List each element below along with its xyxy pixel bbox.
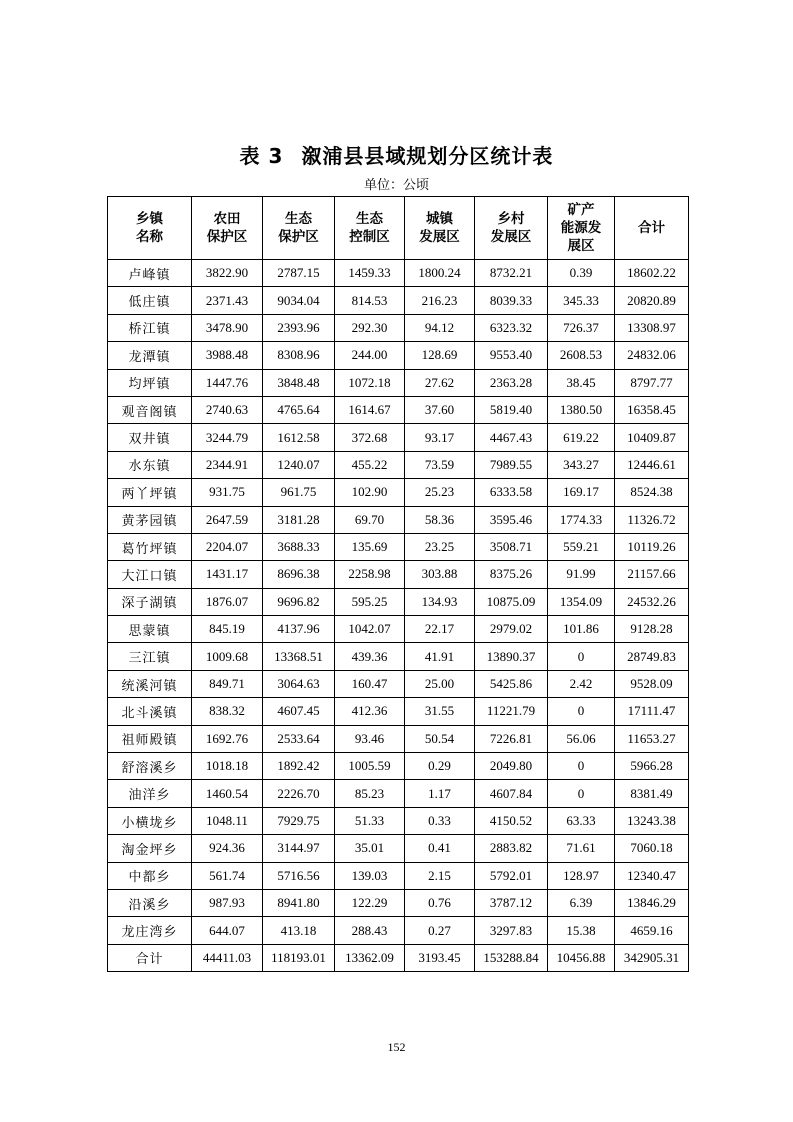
- area-value-cell: 1614.67: [335, 396, 405, 423]
- area-value-cell: 3244.79: [192, 424, 263, 451]
- area-value-cell: 24532.26: [615, 588, 689, 615]
- township-name-cell: 统溪河镇: [108, 670, 192, 697]
- area-value-cell: 17111.47: [615, 698, 689, 725]
- area-value-cell: 1048.11: [192, 807, 263, 834]
- table-row: [108, 780, 689, 807]
- column-header-line: 矿产: [567, 202, 595, 218]
- area-value-cell: 6333.58: [475, 479, 548, 506]
- table-row: [108, 260, 689, 287]
- area-value-cell: 413.18: [263, 917, 335, 944]
- area-value-cell: 2608.53: [548, 342, 615, 369]
- area-value-cell: 122.29: [335, 889, 405, 916]
- area-value-cell: 9034.04: [263, 287, 335, 314]
- township-name-cell: 沿溪乡: [108, 889, 192, 916]
- area-value-cell: 6.39: [548, 889, 615, 916]
- table-row: [108, 287, 689, 314]
- area-value-cell: 8375.26: [475, 561, 548, 588]
- area-value-cell: 12340.47: [615, 862, 689, 889]
- township-name-cell: 双井镇: [108, 424, 192, 451]
- area-value-cell: 134.93: [405, 588, 475, 615]
- area-value-cell: 8696.38: [263, 561, 335, 588]
- table-row: [108, 835, 689, 862]
- table-title-text: 溆浦县县域规划分区统计表: [301, 144, 554, 168]
- table-row: [108, 342, 689, 369]
- area-value-cell: 0.39: [548, 260, 615, 287]
- area-value-cell: 2226.70: [263, 780, 335, 807]
- area-value-cell: 244.00: [335, 342, 405, 369]
- table-row: [108, 588, 689, 615]
- area-value-cell: 10119.26: [615, 533, 689, 560]
- area-value-cell: 11326.72: [615, 506, 689, 533]
- area-value-cell: 595.25: [335, 588, 405, 615]
- area-value-cell: 0: [548, 753, 615, 780]
- area-value-cell: 619.22: [548, 424, 615, 451]
- area-value-cell: 2979.02: [475, 616, 548, 643]
- area-value-cell: 24832.06: [615, 342, 689, 369]
- area-value-cell: 561.74: [192, 862, 263, 889]
- area-value-cell: 0.29: [405, 753, 475, 780]
- area-value-cell: 439.36: [335, 643, 405, 670]
- township-name-cell: 祖师殿镇: [108, 725, 192, 752]
- area-value-cell: 726.37: [548, 314, 615, 341]
- area-value-cell: 51.33: [335, 807, 405, 834]
- area-value-cell: 69.70: [335, 506, 405, 533]
- area-value-cell: 303.88: [405, 561, 475, 588]
- area-value-cell: 1892.42: [263, 753, 335, 780]
- area-value-cell: 644.07: [192, 917, 263, 944]
- column-header-line: 能源发: [560, 220, 602, 236]
- area-value-cell: 6323.32: [475, 314, 548, 341]
- area-value-cell: 13890.37: [475, 643, 548, 670]
- table-row: [108, 889, 689, 916]
- area-value-cell: 128.69: [405, 342, 475, 369]
- township-name-cell: 观音阁镇: [108, 396, 192, 423]
- area-value-cell: 3787.12: [475, 889, 548, 916]
- table-row: [108, 396, 689, 423]
- column-header-line: 农田: [213, 211, 241, 227]
- column-header-line: 乡村: [497, 211, 525, 227]
- area-value-cell: 7929.75: [263, 807, 335, 834]
- township-name-cell: 思蒙镇: [108, 616, 192, 643]
- area-value-cell: 85.23: [335, 780, 405, 807]
- area-value-cell: 838.32: [192, 698, 263, 725]
- area-value-cell: 3181.28: [263, 506, 335, 533]
- township-name-cell: 两丫坪镇: [108, 479, 192, 506]
- area-value-cell: 20820.89: [615, 287, 689, 314]
- area-value-cell: 5792.01: [475, 862, 548, 889]
- column-header-line: 控制区: [349, 229, 390, 245]
- area-value-cell: 1380.50: [548, 396, 615, 423]
- area-value-cell: 2883.82: [475, 835, 548, 862]
- area-value-cell: 845.19: [192, 616, 263, 643]
- table-row: [108, 424, 689, 451]
- area-value-cell: 987.93: [192, 889, 263, 916]
- area-value-cell: 1774.33: [548, 506, 615, 533]
- area-value-cell: 924.36: [192, 835, 263, 862]
- column-header-line: 名称: [136, 229, 163, 245]
- table-row: [108, 314, 689, 341]
- area-value-cell: 1800.24: [405, 260, 475, 287]
- column-header-line: 合计: [638, 220, 665, 236]
- area-value-cell: 1612.58: [263, 424, 335, 451]
- area-value-cell: 3478.90: [192, 314, 263, 341]
- area-value-cell: 9528.09: [615, 670, 689, 697]
- area-value-cell: 93.46: [335, 725, 405, 752]
- area-value-cell: 4765.64: [263, 396, 335, 423]
- area-value-cell: 139.03: [335, 862, 405, 889]
- area-value-cell: 41.91: [405, 643, 475, 670]
- area-value-cell: 9696.82: [263, 588, 335, 615]
- table-row: [108, 369, 689, 396]
- area-value-cell: 13308.97: [615, 314, 689, 341]
- area-value-cell: 2787.15: [263, 260, 335, 287]
- township-name-cell: 中都乡: [108, 862, 192, 889]
- area-value-cell: 13846.29: [615, 889, 689, 916]
- area-value-cell: 2344.91: [192, 451, 263, 478]
- area-value-cell: 1354.09: [548, 588, 615, 615]
- area-value-cell: 25.00: [405, 670, 475, 697]
- area-value-cell: 0.27: [405, 917, 475, 944]
- area-value-cell: 9128.28: [615, 616, 689, 643]
- area-value-cell: 3193.45: [405, 944, 475, 971]
- township-name-cell: 深子湖镇: [108, 588, 192, 615]
- table-number: 表 3: [239, 144, 284, 168]
- area-value-cell: 1.17: [405, 780, 475, 807]
- township-name-cell: 卢峰镇: [108, 260, 192, 287]
- area-value-cell: 0.33: [405, 807, 475, 834]
- area-value-cell: 91.99: [548, 561, 615, 588]
- area-value-cell: 3144.97: [263, 835, 335, 862]
- area-value-cell: 5819.40: [475, 396, 548, 423]
- area-value-cell: 31.55: [405, 698, 475, 725]
- area-value-cell: 9553.40: [475, 342, 548, 369]
- township-name-cell: 油洋乡: [108, 780, 192, 807]
- column-header-line: 发展区: [419, 229, 460, 245]
- area-value-cell: 3297.83: [475, 917, 548, 944]
- area-value-cell: 4467.43: [475, 424, 548, 451]
- area-value-cell: 3688.33: [263, 533, 335, 560]
- area-value-cell: 102.90: [335, 479, 405, 506]
- area-value-cell: 118193.01: [263, 944, 335, 971]
- area-value-cell: 7226.81: [475, 725, 548, 752]
- area-value-cell: 15.38: [548, 917, 615, 944]
- area-value-cell: 342905.31: [615, 944, 689, 971]
- area-value-cell: 38.45: [548, 369, 615, 396]
- table-row: [108, 643, 689, 670]
- area-value-cell: 8732.21: [475, 260, 548, 287]
- area-value-cell: 3064.63: [263, 670, 335, 697]
- column-header-line: 城镇: [426, 211, 453, 227]
- area-value-cell: 8941.80: [263, 889, 335, 916]
- area-value-cell: 5966.28: [615, 753, 689, 780]
- area-value-cell: 13243.38: [615, 807, 689, 834]
- area-value-cell: 2533.64: [263, 725, 335, 752]
- township-name-cell: 三江镇: [108, 643, 192, 670]
- area-value-cell: 3595.46: [475, 506, 548, 533]
- area-value-cell: 3848.48: [263, 369, 335, 396]
- table-row: [108, 753, 689, 780]
- area-value-cell: 1072.18: [335, 369, 405, 396]
- column-header: [108, 197, 192, 260]
- unit-label: 单位：公顷: [363, 178, 429, 193]
- area-value-cell: 2371.43: [192, 287, 263, 314]
- area-value-cell: 135.69: [335, 533, 405, 560]
- area-value-cell: 8308.96: [263, 342, 335, 369]
- area-value-cell: 0: [548, 643, 615, 670]
- area-value-cell: 2258.98: [335, 561, 405, 588]
- area-value-cell: 345.33: [548, 287, 615, 314]
- area-value-cell: 814.53: [335, 287, 405, 314]
- area-value-cell: 10875.09: [475, 588, 548, 615]
- table-row: [108, 698, 689, 725]
- area-value-cell: 412.36: [335, 698, 405, 725]
- table-row: [108, 479, 689, 506]
- area-value-cell: 3508.71: [475, 533, 548, 560]
- area-value-cell: 961.75: [263, 479, 335, 506]
- column-header: [548, 197, 615, 260]
- table-row: [108, 506, 689, 533]
- table-row: [108, 670, 689, 697]
- area-value-cell: 1692.76: [192, 725, 263, 752]
- column-header: [263, 197, 335, 260]
- township-name-cell: 黄茅园镇: [108, 506, 192, 533]
- area-value-cell: 21157.66: [615, 561, 689, 588]
- table-row: [108, 807, 689, 834]
- table-row: [108, 616, 689, 643]
- column-header: [475, 197, 548, 260]
- area-value-cell: 1240.07: [263, 451, 335, 478]
- area-value-cell: 1876.07: [192, 588, 263, 615]
- column-header-line: 乡镇: [136, 211, 163, 227]
- area-value-cell: 56.06: [548, 725, 615, 752]
- table-row: [108, 561, 689, 588]
- area-value-cell: 1431.17: [192, 561, 263, 588]
- area-value-cell: 0.76: [405, 889, 475, 916]
- table-row: [108, 451, 689, 478]
- area-value-cell: 372.68: [335, 424, 405, 451]
- column-header-line: 发展区: [490, 229, 532, 245]
- area-value-cell: 292.30: [335, 314, 405, 341]
- township-name-cell: 低庄镇: [108, 287, 192, 314]
- area-value-cell: 22.17: [405, 616, 475, 643]
- area-value-cell: 2049.80: [475, 753, 548, 780]
- township-name-cell: 大江口镇: [108, 561, 192, 588]
- area-value-cell: 2.15: [405, 862, 475, 889]
- area-value-cell: 153288.84: [475, 944, 548, 971]
- area-value-cell: 28749.83: [615, 643, 689, 670]
- area-value-cell: 8797.77: [615, 369, 689, 396]
- column-header: [405, 197, 475, 260]
- area-value-cell: 13368.51: [263, 643, 335, 670]
- area-value-cell: 7989.55: [475, 451, 548, 478]
- area-value-cell: 1009.68: [192, 643, 263, 670]
- column-header-line: 展区: [567, 238, 595, 254]
- area-value-cell: 37.60: [405, 396, 475, 423]
- area-value-cell: 1018.18: [192, 753, 263, 780]
- area-value-cell: 2740.63: [192, 396, 263, 423]
- area-value-cell: 931.75: [192, 479, 263, 506]
- area-value-cell: 94.12: [405, 314, 475, 341]
- area-value-cell: 11221.79: [475, 698, 548, 725]
- area-value-cell: 455.22: [335, 451, 405, 478]
- area-value-cell: 44411.03: [192, 944, 263, 971]
- area-value-cell: 849.71: [192, 670, 263, 697]
- township-name-cell: 龙庄湾乡: [108, 917, 192, 944]
- area-value-cell: 1447.76: [192, 369, 263, 396]
- area-value-cell: 4150.52: [475, 807, 548, 834]
- area-value-cell: 4607.45: [263, 698, 335, 725]
- area-value-cell: 50.54: [405, 725, 475, 752]
- area-value-cell: 0: [548, 780, 615, 807]
- area-value-cell: 1042.07: [335, 616, 405, 643]
- table-row: [108, 533, 689, 560]
- area-value-cell: 2.42: [548, 670, 615, 697]
- total-row: [108, 944, 689, 971]
- township-name-cell: 龙潭镇: [108, 342, 192, 369]
- area-value-cell: 559.21: [548, 533, 615, 560]
- area-value-cell: 10409.87: [615, 424, 689, 451]
- township-name-cell: 桥江镇: [108, 314, 192, 341]
- table-row: [108, 725, 689, 752]
- area-value-cell: 8524.38: [615, 479, 689, 506]
- area-value-cell: 93.17: [405, 424, 475, 451]
- column-header-line: 保护区: [206, 229, 248, 245]
- area-value-cell: 0.41: [405, 835, 475, 862]
- area-value-cell: 5425.86: [475, 670, 548, 697]
- column-header: [192, 197, 263, 260]
- area-value-cell: 4607.84: [475, 780, 548, 807]
- area-value-cell: 16358.45: [615, 396, 689, 423]
- area-value-cell: 160.47: [335, 670, 405, 697]
- township-name-cell: 小横垅乡: [108, 807, 192, 834]
- zoning-statistics-table: [107, 196, 689, 972]
- area-value-cell: 101.86: [548, 616, 615, 643]
- column-header: [615, 197, 689, 260]
- area-value-cell: 12446.61: [615, 451, 689, 478]
- area-value-cell: 2204.07: [192, 533, 263, 560]
- column-header-line: 生态: [285, 211, 312, 227]
- area-value-cell: 23.25: [405, 533, 475, 560]
- area-value-cell: 5716.56: [263, 862, 335, 889]
- township-name-cell: 水东镇: [108, 451, 192, 478]
- area-value-cell: 27.62: [405, 369, 475, 396]
- area-value-cell: 216.23: [405, 287, 475, 314]
- area-value-cell: 1459.33: [335, 260, 405, 287]
- area-value-cell: 18602.22: [615, 260, 689, 287]
- area-value-cell: 63.33: [548, 807, 615, 834]
- area-value-cell: 35.01: [335, 835, 405, 862]
- township-name-cell: 合计: [108, 944, 192, 971]
- area-value-cell: 343.27: [548, 451, 615, 478]
- column-header: [335, 197, 405, 260]
- area-value-cell: 3822.90: [192, 260, 263, 287]
- area-value-cell: 128.97: [548, 862, 615, 889]
- area-value-cell: 11653.27: [615, 725, 689, 752]
- area-value-cell: 1005.59: [335, 753, 405, 780]
- table-body: [108, 260, 689, 972]
- area-value-cell: 4137.96: [263, 616, 335, 643]
- area-value-cell: 7060.18: [615, 835, 689, 862]
- area-value-cell: 13362.09: [335, 944, 405, 971]
- table-title: [0, 140, 793, 169]
- township-name-cell: 淘金坪乡: [108, 835, 192, 862]
- area-value-cell: 3988.48: [192, 342, 263, 369]
- area-value-cell: 8039.33: [475, 287, 548, 314]
- table-row: [108, 862, 689, 889]
- area-value-cell: 58.36: [405, 506, 475, 533]
- column-header-line: 生态: [356, 211, 383, 227]
- township-name-cell: 葛竹坪镇: [108, 533, 192, 560]
- area-value-cell: 169.17: [548, 479, 615, 506]
- area-value-cell: 8381.49: [615, 780, 689, 807]
- area-value-cell: 71.61: [548, 835, 615, 862]
- township-name-cell: 均坪镇: [108, 369, 192, 396]
- area-value-cell: 2363.28: [475, 369, 548, 396]
- area-value-cell: 1460.54: [192, 780, 263, 807]
- area-value-cell: 2393.96: [263, 314, 335, 341]
- township-name-cell: 舒溶溪乡: [108, 753, 192, 780]
- table-header-row: [108, 197, 689, 260]
- area-value-cell: 25.23: [405, 479, 475, 506]
- township-name-cell: 北斗溪镇: [108, 698, 192, 725]
- page-number: 152: [387, 1040, 406, 1054]
- area-value-cell: 288.43: [335, 917, 405, 944]
- area-value-cell: 73.59: [405, 451, 475, 478]
- column-header-line: 保护区: [278, 229, 319, 245]
- area-value-cell: 2647.59: [192, 506, 263, 533]
- area-value-cell: 4659.16: [615, 917, 689, 944]
- area-value-cell: 0: [548, 698, 615, 725]
- area-value-cell: 10456.88: [548, 944, 615, 971]
- table-row: [108, 917, 689, 944]
